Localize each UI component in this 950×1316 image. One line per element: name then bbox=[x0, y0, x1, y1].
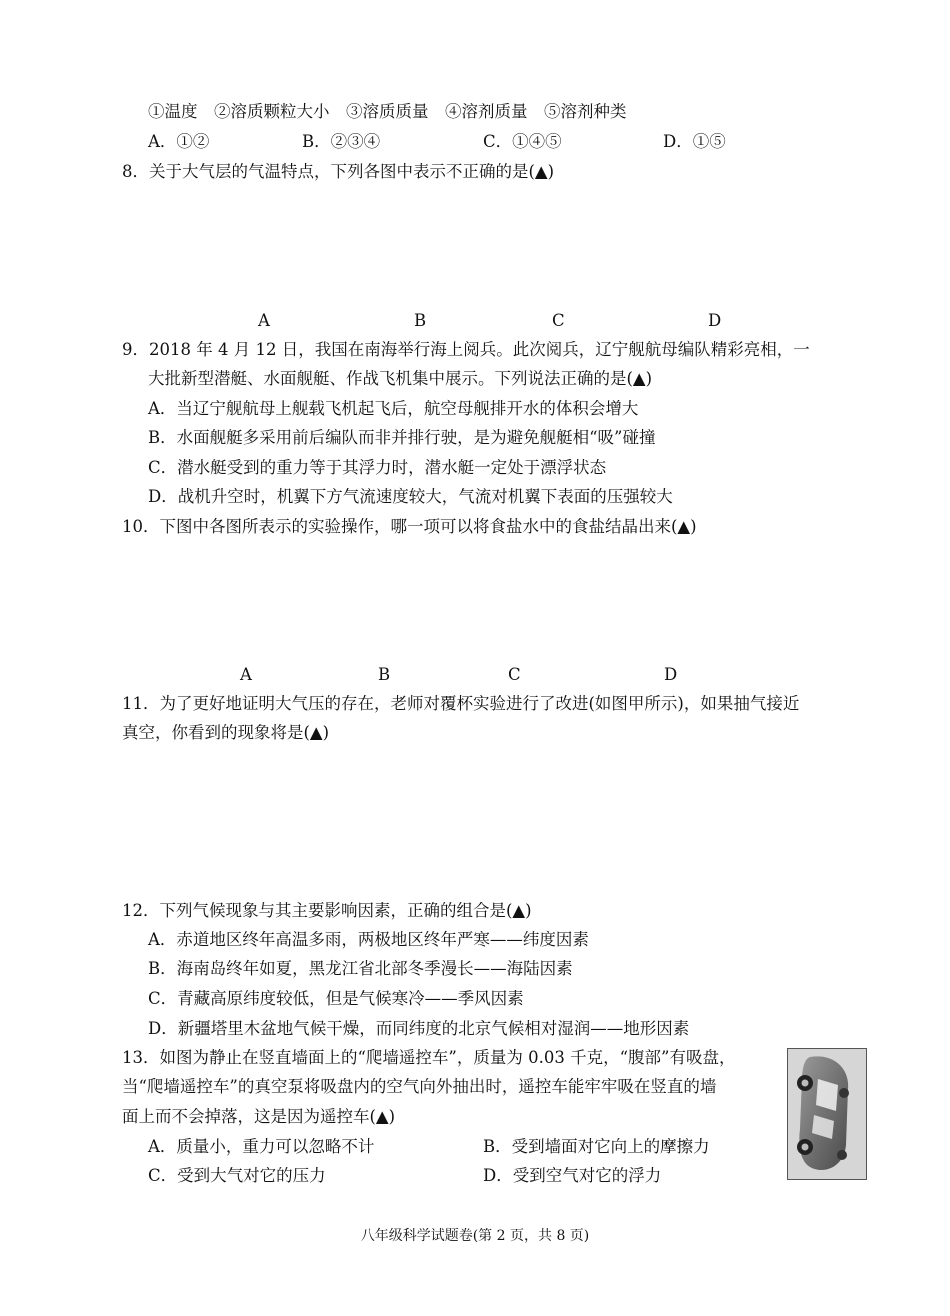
q9-option-c: C．潜水艇受到的重力等于其浮力时，潜水艇一定处于漂浮状态 bbox=[148, 458, 607, 477]
q8-figure-label-a: A bbox=[258, 311, 270, 330]
q9-option-b: B．水面舰艇多采用前后编队而非并排行驶，是为避免舰艇相“吸”碰撞 bbox=[148, 428, 656, 447]
q8-figure-label-b: B bbox=[414, 311, 427, 330]
q7-option-c: C．①④⑤ bbox=[483, 132, 562, 151]
q10-figure-label-c: C bbox=[508, 665, 521, 684]
page-footer: 八年级科学试题卷(第 2 页，共 8 页) bbox=[360, 1228, 590, 1244]
q13-stem-line3: 面上而不会掉落，这是因为遥控车(▲) bbox=[122, 1107, 396, 1126]
q13-option-d: D．受到空气对它的浮力 bbox=[483, 1166, 662, 1185]
q12-stem: 12．下列气候现象与其主要影响因素，正确的组合是(▲) bbox=[122, 901, 532, 920]
q12-option-a: A．赤道地区终年高温多雨，两极地区终年严寒——纬度因素 bbox=[148, 930, 589, 949]
q9-stem-line2: 大批新型潜艇、水面舰艇、作战飞机集中展示。下列说法正确的是(▲) bbox=[148, 369, 653, 388]
q10-stem: 10．下图中各图所表示的实验操作，哪一项可以将食盐水中的食盐结晶出来(▲) bbox=[122, 517, 697, 536]
wall-climbing-car-photo bbox=[787, 1048, 867, 1180]
q11-stem-line2: 真空，你看到的现象将是(▲) bbox=[122, 723, 330, 742]
q13-stem-line1: 13．如图为静止在竖直墙面上的“爬墙遥控车”，质量为 0.03 千克，“腹部”有吸盘， bbox=[122, 1048, 736, 1067]
q9-option-d: D．战机升空时，机翼下方气流速度较大，气流对机翼下表面的压强较大 bbox=[148, 487, 673, 506]
q8-figure-label-d: D bbox=[708, 311, 722, 330]
q7-option-a: A．①② bbox=[148, 132, 210, 151]
q12-option-c: C．青藏高原纬度较低，但是气候寒冷——季风因素 bbox=[148, 989, 524, 1008]
q7-option-b: B．②③④ bbox=[302, 132, 381, 151]
q12-option-b: B．海南岛终年如夏，黑龙江省北部冬季漫长——海陆因素 bbox=[148, 959, 573, 978]
q10-figure-label-b: B bbox=[378, 665, 391, 684]
q7-option-d: D．①⑤ bbox=[663, 132, 726, 151]
q9-stem-line1: 9．2018 年 4 月 12 日，我国在南海举行海上阅兵。此次阅兵，辽宁舰航母编队精彩亮相，一 bbox=[122, 340, 810, 359]
car-illustration bbox=[788, 1049, 866, 1179]
q9-option-a: A．当辽宁舰航母上舰载飞机起飞后，航空母舰排开水的体积会增大 bbox=[148, 399, 639, 418]
q10-figure-label-d: D bbox=[664, 665, 678, 684]
q12-option-d: D．新疆塔里木盆地气候干燥，而同纬度的北京气候相对湿润——地形因素 bbox=[148, 1019, 690, 1038]
q13-option-a: A．质量小，重力可以忽略不计 bbox=[148, 1137, 375, 1156]
q13-option-c: C．受到大气对它的压力 bbox=[148, 1166, 326, 1185]
q11-stem-line1: 11．为了更好地证明大气压的存在，老师对覆杯实验进行了改进(如图甲所示)，如果抽气接近 bbox=[122, 694, 800, 713]
q8-stem: 8．关于大气层的气温特点，下列各图中表示不正确的是(▲) bbox=[122, 162, 555, 181]
q13-option-b: B．受到墙面对它向上的摩擦力 bbox=[483, 1137, 710, 1156]
q10-figure-label-a: A bbox=[240, 665, 252, 684]
q8-figure-label-c: C bbox=[552, 311, 565, 330]
q7-factors: ①温度 ②溶质颗粒大小 ③溶质质量 ④溶剂质量 ⑤溶剂种类 bbox=[148, 102, 627, 121]
q13-stem-line2: 当“爬墙遥控车”的真空泵将吸盘内的空气向外抽出时，遥控车能牢牢吸在竖直的墙 bbox=[122, 1077, 717, 1096]
